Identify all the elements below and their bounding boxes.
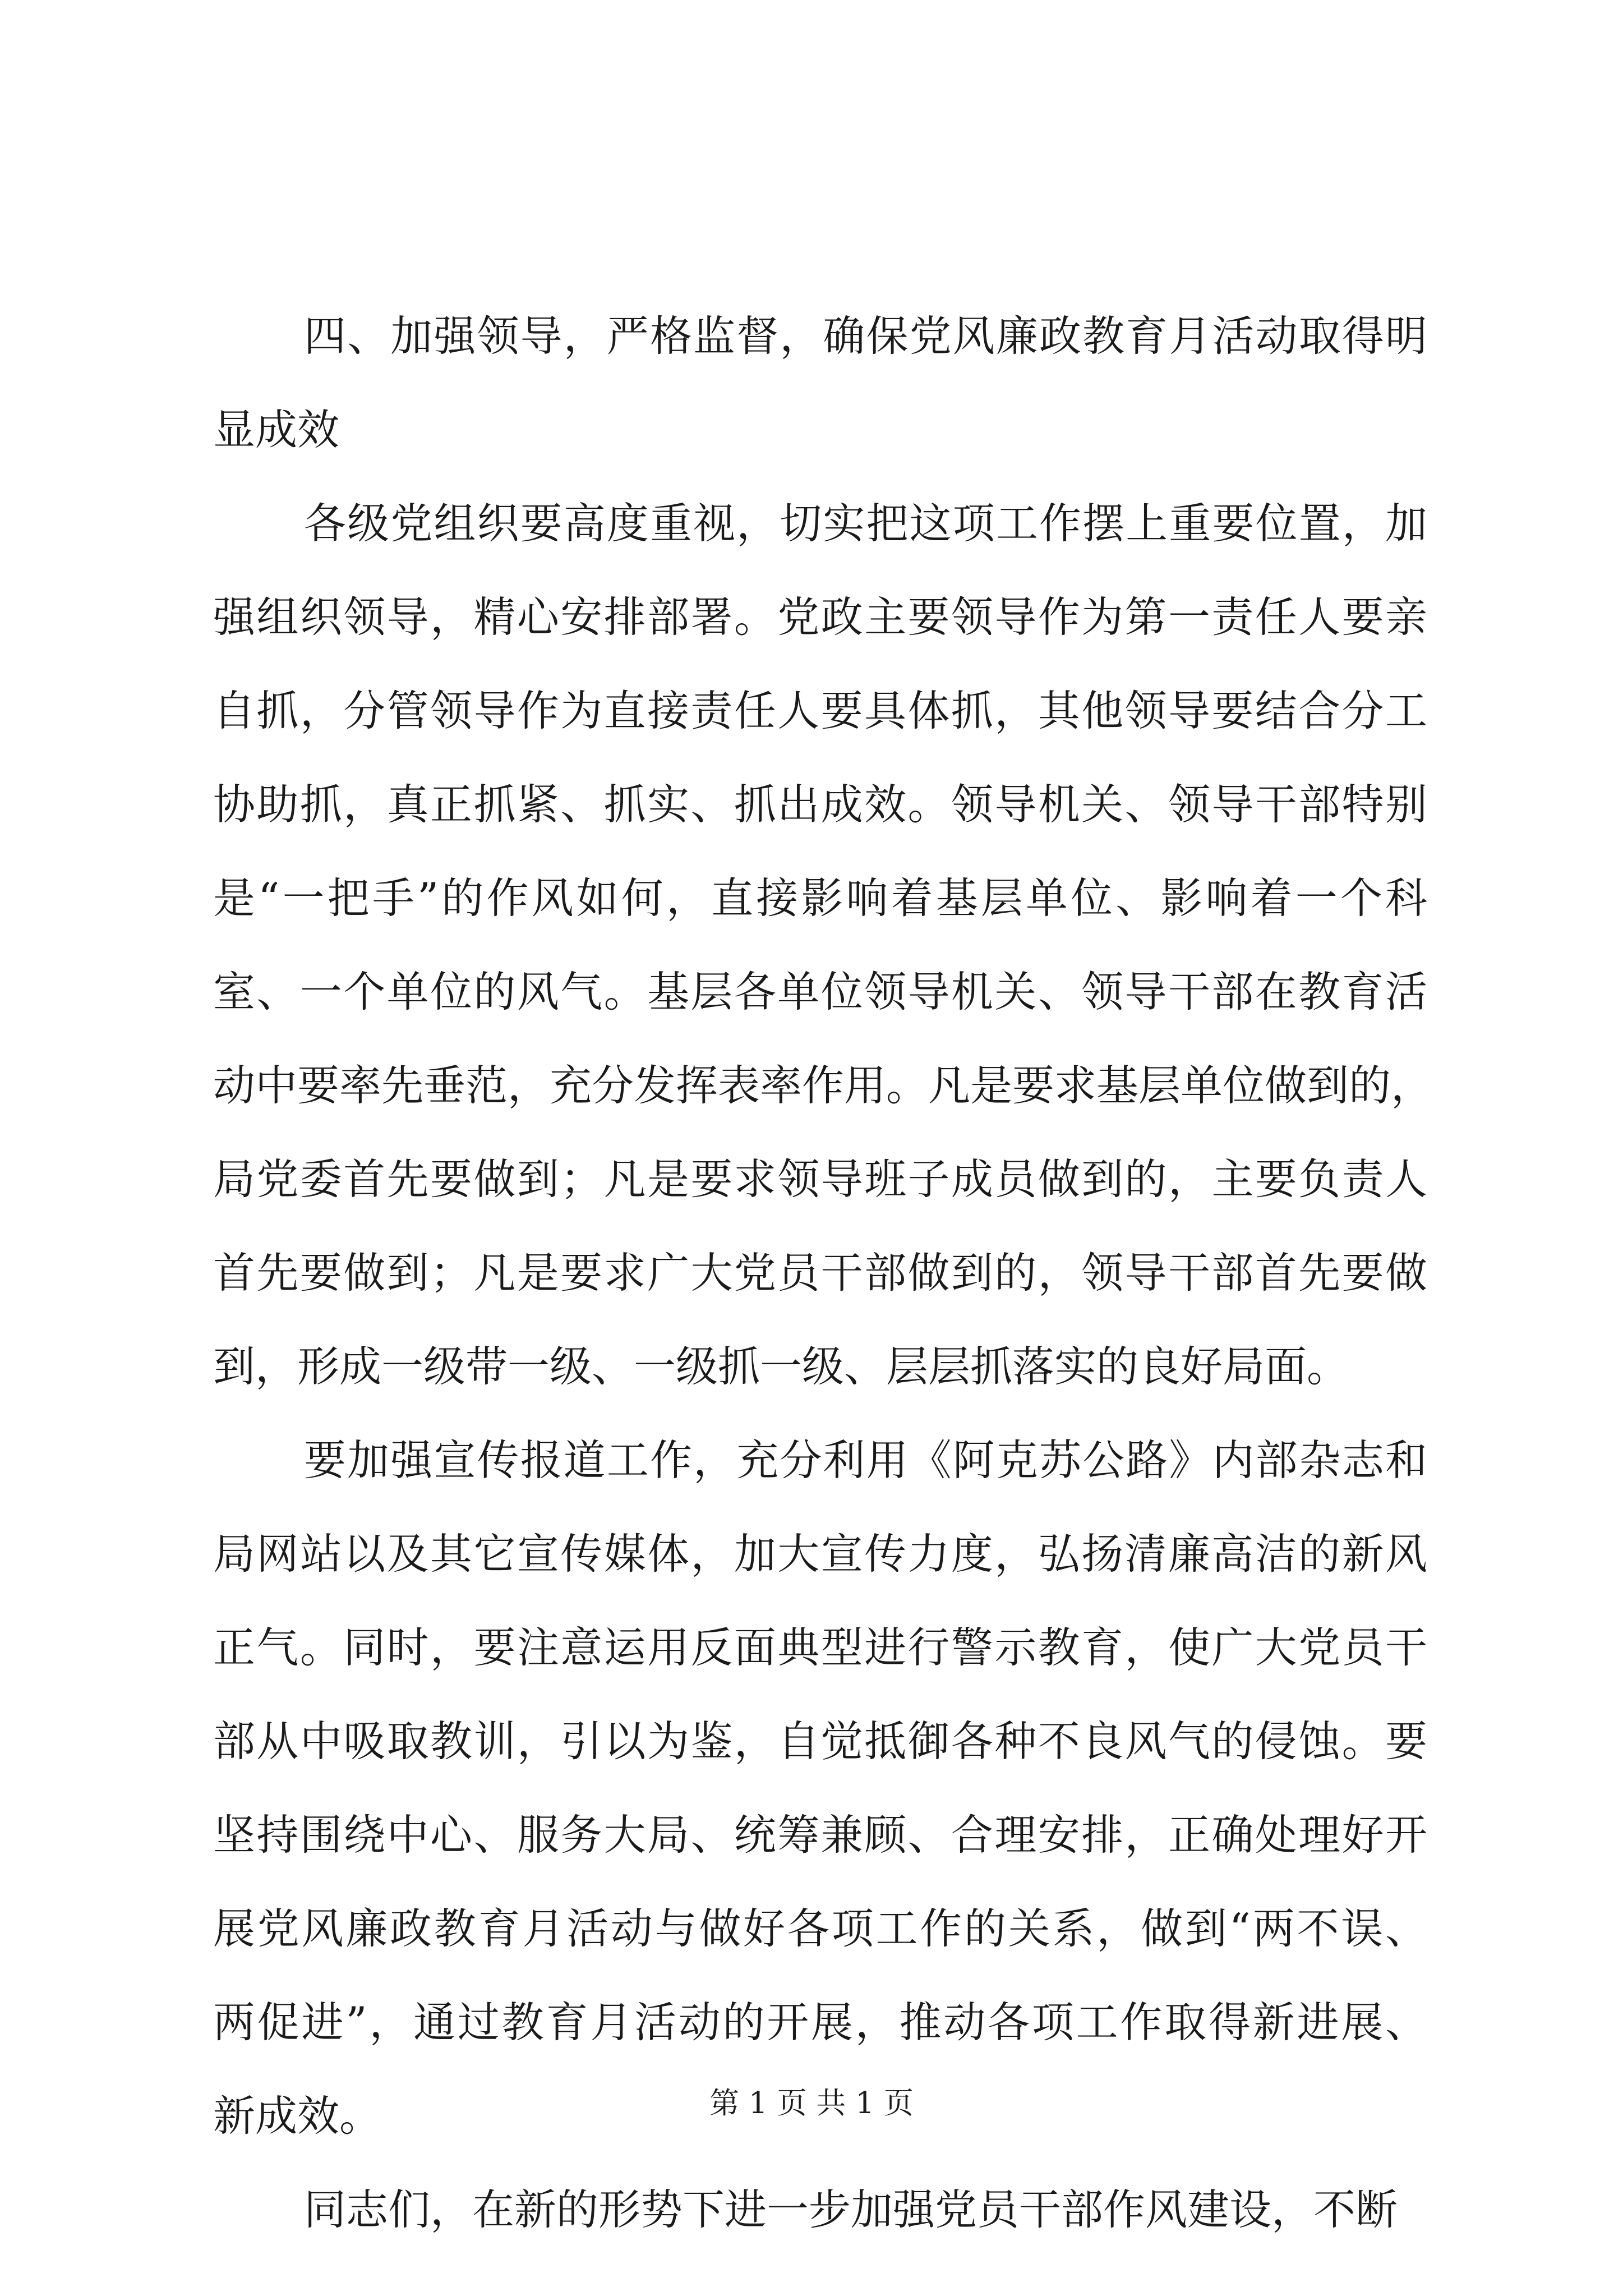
text-line: 室、一个单位的风气。基层各单位领导机关、领导干部在教育活 [213, 967, 1427, 1016]
text-line: 同志们，在新的形势下进一步加强党员干部作风建设，不断 [304, 2185, 1398, 2234]
paragraph-leadership [213, 477, 1433, 1414]
text-line: 局党委首先要做到；凡是要求领导班子成员做到的，主要负责人 [213, 1154, 1427, 1204]
text-line: 四、加强领导，严格监督，确保党风廉政教育月活动取得明 [304, 311, 1427, 361]
text-line: 各级党组织要高度重视，切实把这项工作摆上重要位置，加 [304, 499, 1427, 548]
text-line: 显成效 [213, 405, 340, 454]
text-line: 强组织领导，精心安排部署。党政主要领导作为第一责任人要亲 [213, 592, 1427, 642]
text-line: 正气。同时，要注意运用反面典型进行警示教育，使广大党员干 [213, 1623, 1427, 1672]
paragraph-publicity [213, 1414, 1427, 2163]
page-footer [0, 2084, 1623, 2123]
text-line: 两促进”，通过教育月活动的开展，推动各项工作取得新进展、 [213, 1998, 1427, 2047]
text-line: 坚持围绕中心、服务大局、统筹兼顾、合理安排，正确处理好开 [213, 1810, 1427, 1860]
section-heading [213, 289, 1427, 477]
text-line: 协助抓，真正抓紧、抓实、抓出成效。领导机关、领导干部特别 [213, 780, 1427, 829]
document-body [213, 289, 1433, 2257]
text-line: 局网站以及其它宣传媒体，加大宣传力度，弘扬清廉高洁的新风 [213, 1529, 1427, 1579]
page-number-label: 第 1 页 共 1 页 [709, 2086, 914, 2120]
text-line: 要加强宣传报道工作，充分利用《阿克苏公路》内部杂志和 [304, 1435, 1427, 1485]
text-line: 是“一把手”的作风如何，直接影响着基层单位、影响着一个科 [213, 873, 1427, 923]
text-line: 动中要率先垂范，充分发挥表率作用。凡是要求基层单位做到的， [213, 1061, 1433, 1110]
text-line: 首先要做到；凡是要求广大党员干部做到的，领导干部首先要做 [213, 1248, 1427, 1297]
text-line: 部从中吸取教训，引以为鉴，自觉抵御各种不良风气的侵蚀。要 [213, 1717, 1427, 1766]
text-line: 新成效。 [213, 2091, 382, 2141]
paragraph-closing [213, 2163, 1427, 2257]
text-line: 自抓，分管领导作为直接责任人要具体抓，其他领导要结合分工 [213, 686, 1427, 735]
text-line: 到，形成一级带一级、一级抓一级、层层抓落实的良好局面。 [213, 1342, 1349, 1391]
text-line: 展党风廉政教育月活动与做好各项工作的关系，做到“两不误、 [213, 1904, 1427, 1953]
